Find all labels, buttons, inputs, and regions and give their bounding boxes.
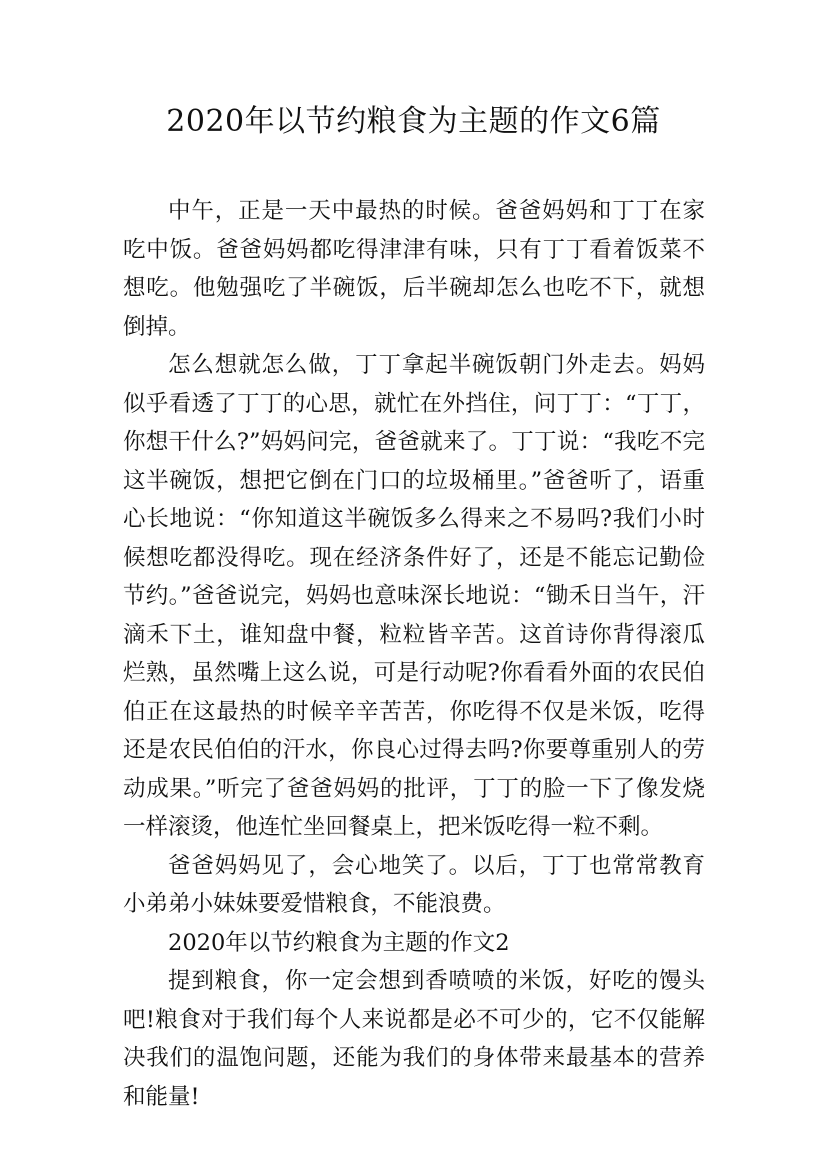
section-2-paragraph-1: 提到粮食，你一定会想到香喷喷的米饭，好吃的馒头吧!粮食对于我们每个人来说都是必不可少的，它不仅能解决我们的温饱问题，还能为我们的身体带来最基本的营养和能量! xyxy=(123,968,705,1110)
document-body xyxy=(123,192,705,1116)
paragraph-3: 爸爸妈妈见了，会心地笑了。以后，丁丁也常常教育小弟弟小妹妹要爱惜粮食，不能浪费。 xyxy=(123,852,705,917)
paragraph-2: 怎么想就怎么做，丁丁拿起半碗饭朝门外走去。妈妈似乎看透了丁丁的心思，就忙在外挡住，问丁丁：“丁丁，你想干什么?”妈妈问完，爸爸就来了。丁丁说：“我吃不完这半碗饭，想把它倒在门口的垃圾桶里。”爸爸听了，语重心长地说：“你知道这半碗饭多么得来之不易吗?我们小时候想吃都没得吃。现在经济条件好了，还是不能忘记勤俭节约。”爸爸说完，妈妈也意味深长地说：“锄禾日当午，汗滴禾下土，谁知盘中餐，粒粒皆辛苦。这首诗你背得滚瓜烂熟，虽然嘴上这么说，可是行动呢?你看看外面的农民伯伯正在这最热的时候辛辛苦苦，你吃得不仅是米饭，吃得还是农民伯伯的汗水，你良心过得去吗?你要尊重别人的劳动成果。”听完了爸爸妈妈的批评，丁丁的脸一下了像发烧一样滚烫，他连忙坐回餐桌上，把米饭吃得一粒不剩。 xyxy=(123,352,705,840)
section-2-heading: 2020年以节约粮食为主题的作文2 xyxy=(168,929,510,956)
paragraph-1: 中午，正是一天中最热的时候。爸爸妈妈和丁丁在家吃中饭。爸爸妈妈都吃得津津有味，只有丁丁看着饭菜不想吃。他勉强吃了半碗饭，后半碗却怎么也吃不下，就想倒掉。 xyxy=(123,198,705,340)
document-title: 2020年以节约粮食为主题的作文6篇 xyxy=(166,104,661,139)
